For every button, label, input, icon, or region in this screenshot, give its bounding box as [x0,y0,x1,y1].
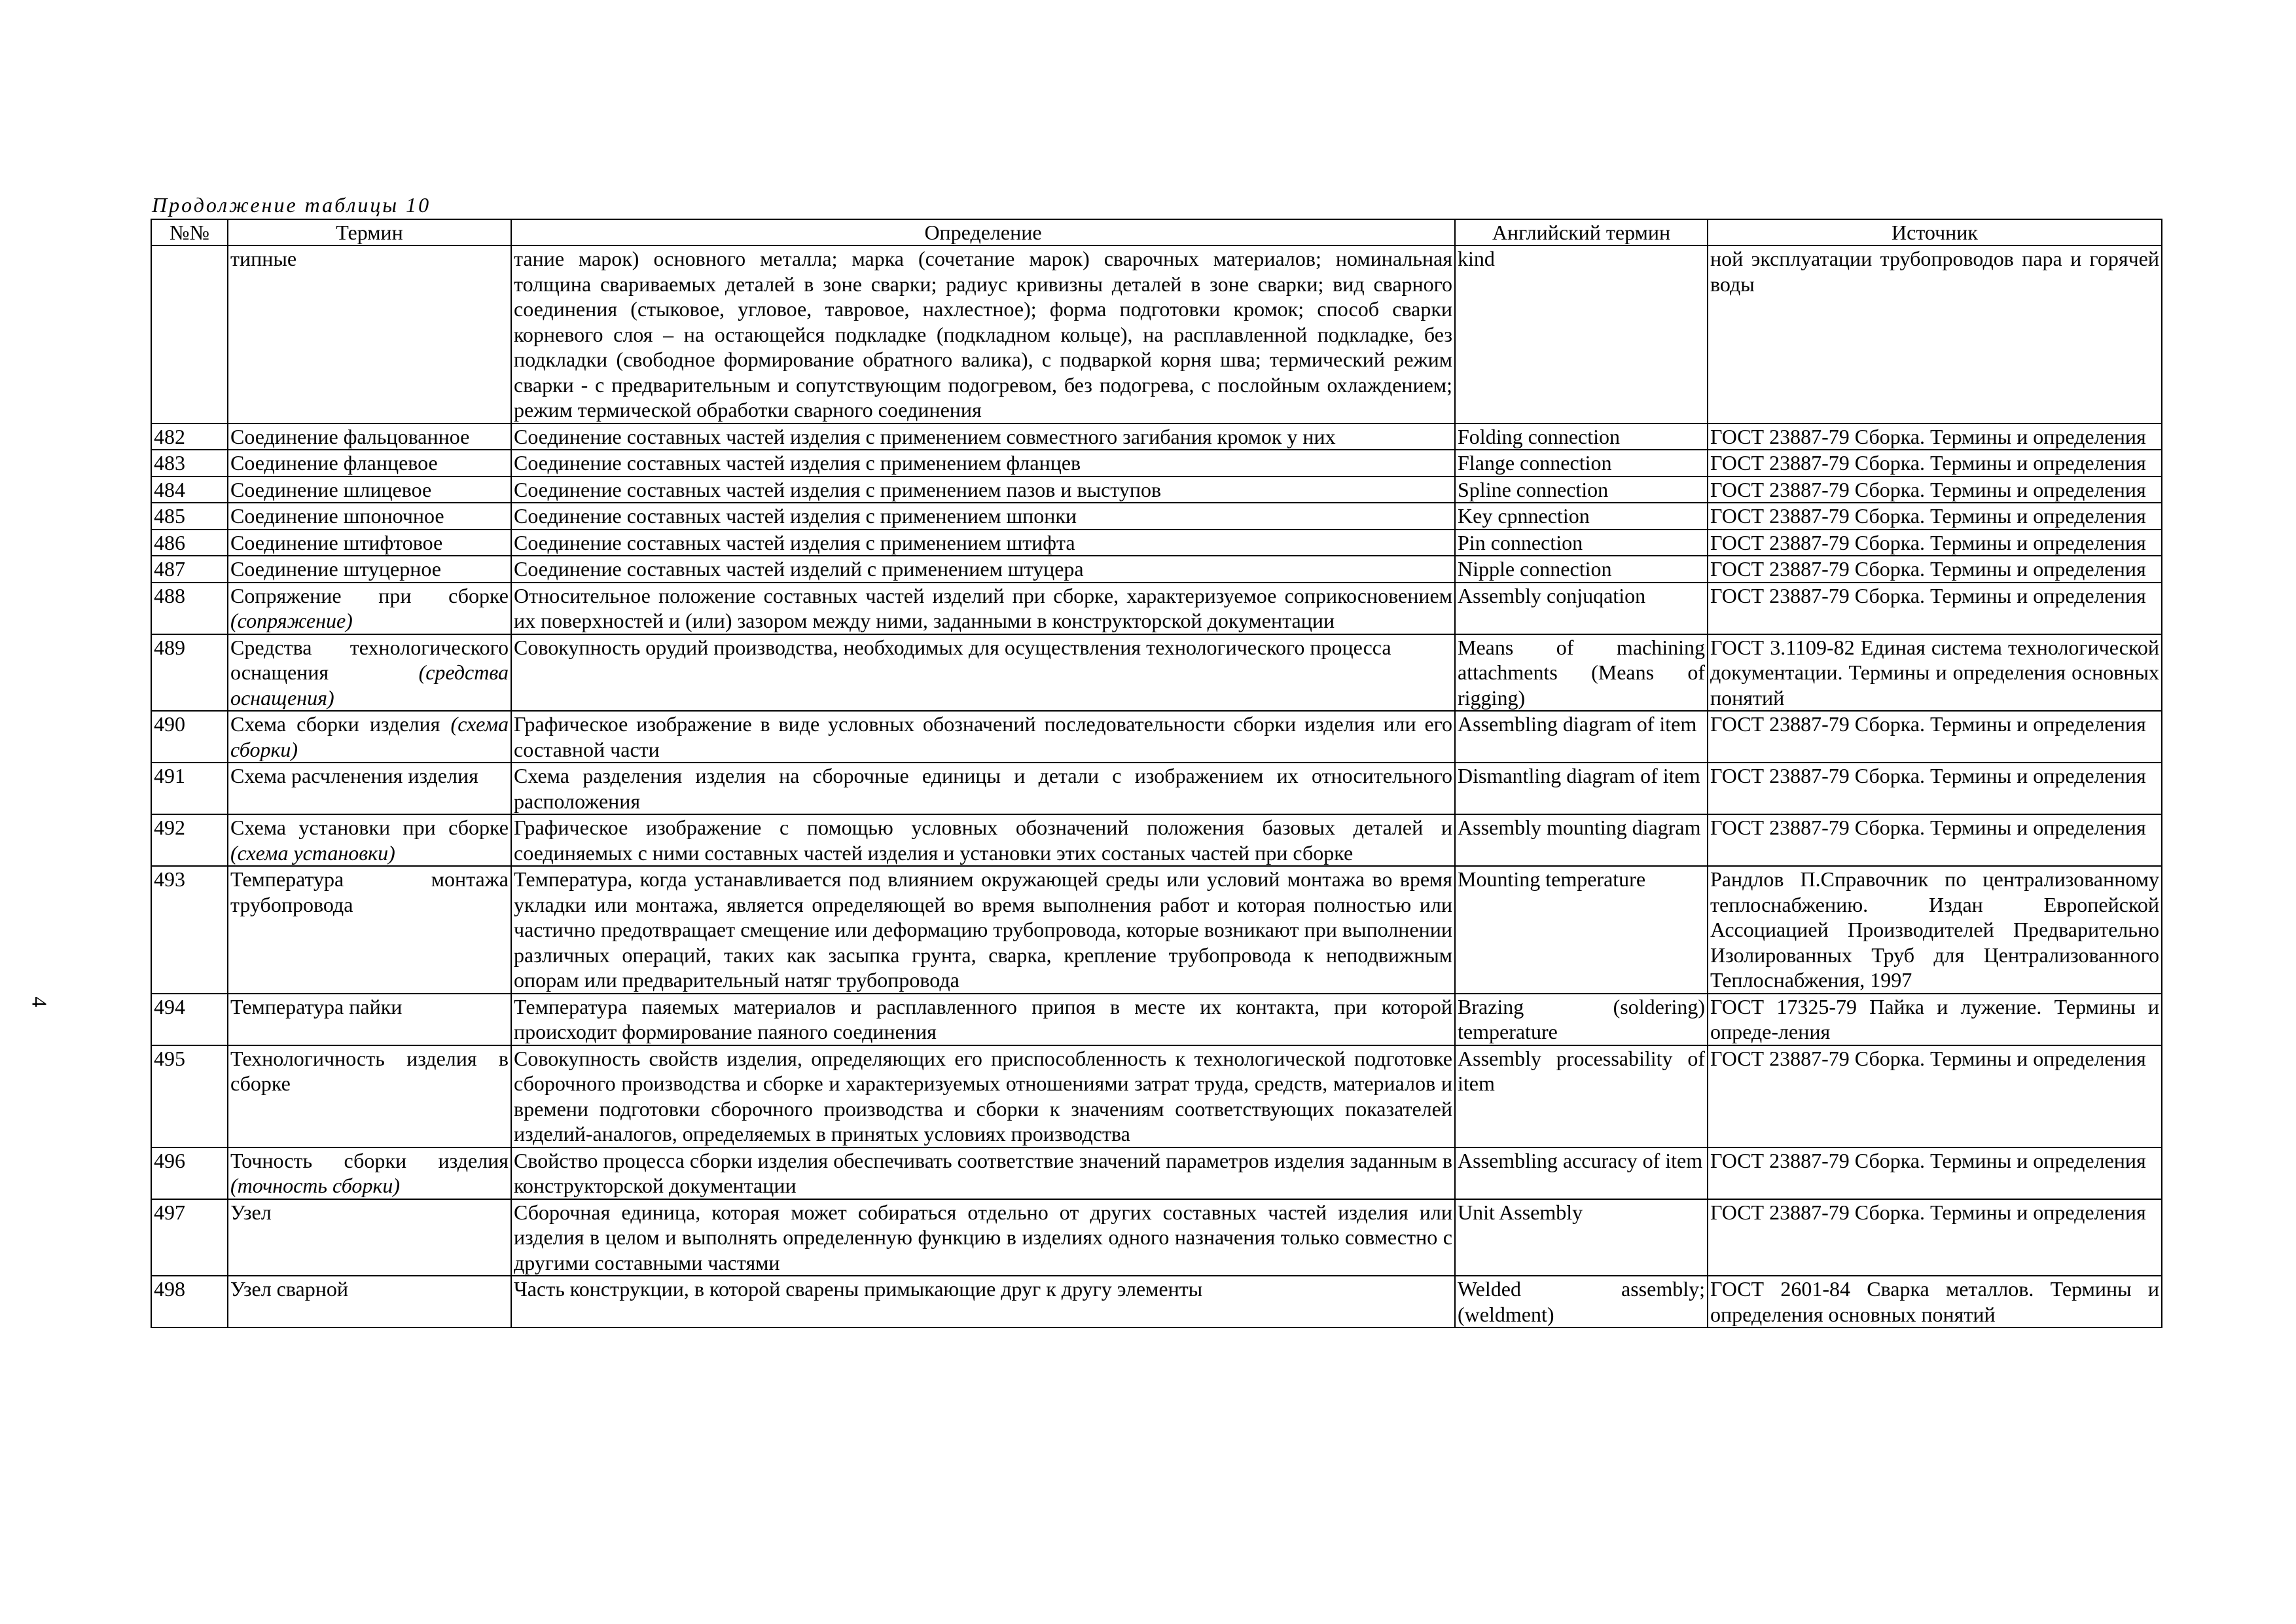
row-english: Unit Assembly [1455,1199,1708,1276]
term-text: Схема установки при сборке [230,816,509,839]
term-text: Соединение штуцерное [230,557,441,581]
header-source: Источник [1708,219,2162,245]
row-definition: Соединение составных частей изделия с применением пазов и выступов [511,477,1455,503]
row-definition: Температура, когда устанавливается под влиянием окружающей среды или условий монтажа во время укладки или монтажа, является определяющей во время выполнения работ и которая полностью или частично предотвращает смещение или деформацию трубопровода, которые возникают при выполнении различных операций, таких как засыпка грунта, сварка, крепление трубопровода к неподвижным опорам или предварительный натяг трубопровода [511,866,1455,994]
row-num: 496 [151,1147,228,1199]
row-english: Means of machining attachments (Means of rigging) [1455,634,1708,712]
table-row [151,1147,2162,1199]
row-definition: Соединение составных частей изделий с применением штуцера [511,556,1455,583]
row-term [228,711,511,763]
term-text: Температура пайки [230,994,403,1019]
row-term [228,1147,511,1199]
table-row [151,1045,2162,1147]
row-source: ГОСТ 23887-79 Сборка. Термины и определения [1708,1147,2162,1199]
row-definition: Относительное положение составных частей изделий при сборке, характеризуемое соприкосновением их поверхностей и (или) зазором между ними, заданными в конструкторской документации [511,583,1455,634]
row-source: ГОСТ 23887-79 Сборка. Термины и определения [1708,450,2162,477]
row-english: Pin connection [1455,530,1708,556]
row-definition: Свойство процесса сборки изделия обеспечивать соответствие значений параметров изделия заданным в конструкторской документации [511,1147,1455,1199]
row-num: 484 [151,477,228,503]
row-source: ГОСТ 2601-84 Сварка металлов. Термины и определения основных понятий [1708,1276,2162,1327]
term-alt-text: (сопряжение) [230,609,353,632]
term-text: Соединение шпоночное [230,504,444,528]
row-source: ГОСТ 23887-79 Сборка. Термины и определения [1708,503,2162,530]
table-row [151,583,2162,634]
page-number: 4 [27,996,52,1007]
row-source: ГОСТ 23887-79 Сборка. Термины и определения [1708,814,2162,866]
row-term [228,1199,511,1276]
table-row [151,1199,2162,1276]
row-term [228,814,511,866]
row-num: 486 [151,530,228,556]
row-source: ГОСТ 23887-79 Сборка. Термины и определения [1708,1045,2162,1147]
table-row [151,866,2162,994]
row-english: Key cpnnection [1455,503,1708,530]
row-term [228,1276,511,1327]
row-source: ГОСТ 23887-79 Сборка. Термины и определения [1708,583,2162,634]
row-num: 483 [151,450,228,477]
term-text: Сопряжение при сборке [230,583,509,607]
term-alt-text: (средства оснащения) [230,660,509,710]
table-row [151,450,2162,477]
row-term [228,583,511,634]
term-text: Узел [230,1200,272,1224]
term-text: Соединение фланцевое [230,451,438,475]
row-english: Assembly conjuqation [1455,583,1708,634]
table-row [151,556,2162,583]
row-english: kind [1455,245,1708,424]
table-row [151,994,2162,1045]
row-definition: Графическое изображение с помощью условных обозначений положения базовых деталей и соединяемых с ними составных частей изделия и установки этих состаных частей при сборке [511,814,1455,866]
row-source: ГОСТ 17325-79 Пайка и лужение. Термины и опреде-ления [1708,994,2162,1045]
term-text: типные [230,247,297,270]
row-term [228,634,511,712]
row-term [228,477,511,503]
row-term [228,866,511,994]
row-num: 490 [151,711,228,763]
row-term [228,763,511,814]
row-num: 482 [151,424,228,450]
table-row [151,245,2162,424]
row-num [151,245,228,424]
table-row [151,634,2162,712]
header-num: №№ [151,219,228,245]
term-alt-text: (схема сборки) [230,712,509,761]
table-row [151,530,2162,556]
row-definition: Графическое изображение в виде условных обозначений последовательности сборки изделия или его составной части [511,711,1455,763]
row-num: 492 [151,814,228,866]
row-term [228,1045,511,1147]
row-english: Folding connection [1455,424,1708,450]
term-text: Средства технологического оснащения [230,635,509,684]
row-english: Assembly mounting diagram [1455,814,1708,866]
row-english: Assembling accuracy of item [1455,1147,1708,1199]
row-definition: Часть конструкции, в которой сварены примыкающие друг к другу элементы [511,1276,1455,1327]
row-source: ной эксплуатации трубопроводов пара и горячей воды [1708,245,2162,424]
row-english: Nipple connection [1455,556,1708,583]
row-english: Dismantling diagram of item [1455,763,1708,814]
row-definition: Соединение составных частей изделия с применением штифта [511,530,1455,556]
row-term [228,424,511,450]
row-term [228,450,511,477]
row-num: 491 [151,763,228,814]
row-definition: Совокупность орудий производства, необходимых для осуществления технологического процесса [511,634,1455,712]
term-text: Соединение шлицевое [230,477,432,501]
row-term [228,994,511,1045]
term-alt-text: (схема установки) [230,840,395,865]
table-row [151,424,2162,450]
row-definition: Соединение составных частей изделия с применением фланцев [511,450,1455,477]
row-definition: Совокупность свойств изделия, определяющих его приспособленность к технологической подготовке сборочного производства и сборке и характеризуемых отношениями затрат труда, средств, материалов и времени подготовки сборочного производства и сборки к значениям соответствующих показателей изделий-аналогов, определяемых в принятых условиях производства [511,1045,1455,1147]
row-num: 495 [151,1045,228,1147]
table-row [151,503,2162,530]
row-english: Welded assembly; (weldment) [1455,1276,1708,1327]
row-definition: Сборочная единица, которая может собираться отдельно от других составных частей изделия или изделия в целом и выполнять определенную функцию в изделиях одного назначения только совместно с другими составными частями [511,1199,1455,1276]
row-english: Spline connection [1455,477,1708,503]
terms-table [151,219,2162,1328]
row-num: 493 [151,866,228,994]
row-num: 488 [151,583,228,634]
term-text: Технологичность изделия в сборке [230,1046,509,1095]
term-text: Температура монтажа трубопровода [230,867,509,916]
row-english: Assembling diagram of item [1455,711,1708,763]
row-source: ГОСТ 23887-79 Сборка. Термины и определения [1708,556,2162,583]
row-source: Рандлов П.Справочник по централизованному теплоснабжению. Издан Европейской Ассоциацией Производителей Предварительно Изолированных Труб для Централизованного Теплоснабжения, 1997 [1708,866,2162,994]
row-english: Brazing (soldering) temperature [1455,994,1708,1045]
term-alt-text: (точность сборки) [230,1174,401,1197]
table-header-row [151,219,2162,245]
row-num: 485 [151,503,228,530]
row-english: Flange connection [1455,450,1708,477]
table-row [151,711,2162,763]
table-row [151,763,2162,814]
row-source: ГОСТ 23887-79 Сборка. Термины и определения [1708,424,2162,450]
row-english: Assembly processability of item [1455,1045,1708,1147]
term-text: Соединение фальцованное [230,424,470,448]
header-term: Термин [228,219,511,245]
row-num: 489 [151,634,228,712]
row-num: 487 [151,556,228,583]
table-caption: Продолжение таблицы 10 [152,193,431,217]
row-term [228,556,511,583]
row-definition: Соединение составных частей изделия с применением шпонки [511,503,1455,530]
row-source: ГОСТ 23887-79 Сборка. Термины и определения [1708,763,2162,814]
row-num: 497 [151,1199,228,1276]
row-source: ГОСТ 3.1109-82 Единая система технологической документации. Термины и определения основных понятий [1708,634,2162,712]
table-row [151,477,2162,503]
term-text: Точность сборки изделия [230,1148,509,1172]
table-row [151,814,2162,866]
row-definition: Соединение составных частей изделия с применением совместного загибания кромок у них [511,424,1455,450]
row-definition: тание марок) основного металла; марка (сочетание марок) сварочных материалов; номинальная толщина свариваемых деталей в зоне сварки; радиус кривизны деталей в зоне сварки; вид сварного соединения (стыковое, угловое, тавровое, нахлестное); форма подготовки кромок; способ сварки корневого слоя – на остающейся подкладке (подкладном кольце), на расплавленной подкладке, без подкладки (свободное формирование обратного валика), с подваркой корня шва; термический режим сварки - с предварительным и сопутствующим подогревом, без подогрева, с послойным охлаждением; режим термической обработки сварного соединения [511,245,1455,424]
row-definition: Схема разделения изделия на сборочные единицы и детали с изображением их относительного расположения [511,763,1455,814]
row-num: 498 [151,1276,228,1327]
row-num: 494 [151,994,228,1045]
term-text: Соединение штифтовое [230,530,443,554]
row-source: ГОСТ 23887-79 Сборка. Термины и определения [1708,477,2162,503]
row-term [228,503,511,530]
term-text: Узел сварной [230,1277,348,1301]
row-source: ГОСТ 23887-79 Сборка. Термины и определения [1708,530,2162,556]
term-text: Схема сборки изделия [230,712,440,736]
table-row [151,1276,2162,1327]
term-text: Схема расчленения изделия [230,764,478,787]
row-term [228,530,511,556]
row-source: ГОСТ 23887-79 Сборка. Термины и определения [1708,711,2162,763]
row-english: Mounting temperature [1455,866,1708,994]
header-definition: Определение [511,219,1455,245]
row-term [228,245,511,424]
header-english: Английский термин [1455,219,1708,245]
row-definition: Температура паяемых материалов и расплавленного припоя в месте их контакта, при которой происходит формирование паяного соединения [511,994,1455,1045]
row-source: ГОСТ 23887-79 Сборка. Термины и определения [1708,1199,2162,1276]
